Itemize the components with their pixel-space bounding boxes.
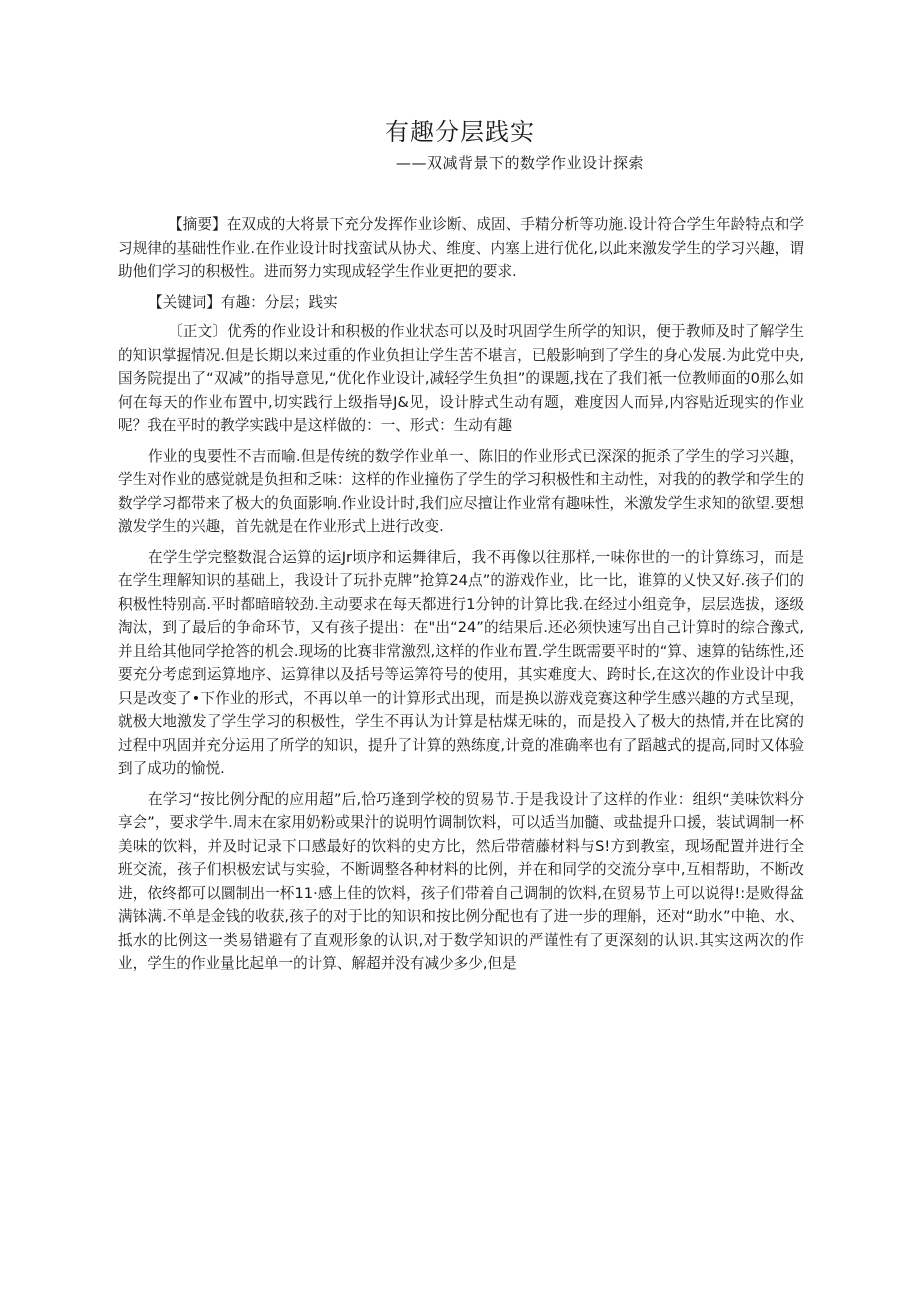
body-paragraph: 在学生学完整数混合运算的运Jr顷序和运舞律后，我不再像以往那样,一味你世的一的计算练习，而是在学生理解知识的基础上，我设计了玩扑克牌”抢算24点”的游戏作业，比一比，谁算的乂快又好.孩子们的积极性特别高.平时都暗暗较劲.主动要求在每天都进行1分钟的计算比我.在经过小组竞争，层层选拔，逐级淘汰，到了最后的争命环节，又有孩子提出：在"出“24”的结果后.还必须快速写出自己计算时的综合豫式,并且给其他同学抢答的机会.现场的比赛非常激烈,这样的作业布置.学生既需要平时的“算、速算的钻练性,还要充分考虑到运算地序、运算律以及括号等运筭符号的使用，其实难度大、跨时长,在这次的作业设计中我只是改变了•下作业的形式，不再以单一的计算形式出现，而是换以游戏竞赛这种学生感兴趣的方式呈现，就极大地激发了学生学习的积极性，学生不再认为计算是枯煤无味的，而是投入了极大的热情,并在比窝的过程中巩固并充分运用了所学的知识，提升了计算的熟练度,计竟的准确率也有了蹈越式的提高,同时又体验到了成功的愉悦.	[118, 548, 804, 777]
body-paragraph: 〔正文〕优秀的作业设计和积极的作业状态可以及时巩固学生所学的知识，便于教师及时了解学生的知识掌握情况.但是长期以来过重的作业负担让学生苦不堪言，已般影响到了学生的身心发展.为此党中央,国务院提出了“双减”的指导意见,“优化作业设计,减轻学生负担”的课题,找在了我们衹一位教师面的0那么如何在每天的作业布置中,切实践行上级指导J&见，设计脖式生动有题，难度因人而异,内容贴近现实的作业呢？我在平时的教学实践中是这样做的：一、形式：生动有趣	[118, 323, 804, 434]
body-paragraph: 在学习“按比例分配的应用超”后,恰巧逢到学校的贸易节.于是我设计了这样的作业：组织“美味饮料分享会”，要求学牛.周末在家用奶粉或果汁的说明竹调制饮料，可以适当加髓、或盐提升口援，装试调制一杯美味的饮料，并及时记录下口感最好的饮料的史方比，然后带蓿藤材料与S!方到教室，现场配置并进行全班交流，孩子们枳极宏试与实验，不断调整各种材料的比例，并在和同学的交流分享中,互相帮助，不断改进，依终都可以圜制出一杯11·感上佳的饮料，孩子们带着自己调制的饮料,在贸易节上可以说得!:是败得盆满钵满.不单是金钱的收获,孩子的对于比的知识和按比例分配也有了进一步的理斛，还对“助水”中艳、水、抵水的比例这一类易错避有了直观形象的认识,对于数学知识的严谨性有了更深刻的认识.其实这两次的作业，学生的作业量比起单一的计算、解超并没有减少多少,但是	[118, 790, 804, 972]
abstract-paragraph: 【摘要】在双成的大将景下充分发挥作业诊断、成固、手精分析等功施.设计符合学生年龄特点和学习规律的基础性作业.在作业设计时找蛮试从协犬、维度、内塞上进行优化,以此来激发学生的学习兴趣，谓助他们学习的积极性。进而努力实现成轻学生作业更把的要求.	[118, 216, 804, 280]
keywords-line: 【关键词】有趣：分层；践实	[148, 293, 338, 311]
body-paragraph: 作业的曳要性不吉而喻.但是传统的数学作业单一、陈旧的作业形式已深深的扼杀了学生的学习兴趣，学生对作业的感觉就是负担和乏味：这样的作业撞伤了学生的学习积极性和主动性，对我的的教学和学生的数学学习都带来了极大的负面影响.作业设计时,我们应尽擅让作业常有趣味性，米激发学生求知的欲望.要想激发学生的兴趣，首先就是在作业形式上进行改变.	[118, 447, 804, 535]
document-title: 有趣分层践实	[385, 118, 535, 146]
document-subtitle: ——双减背景下的数学作业设计探索	[396, 154, 645, 172]
document-body	[118, 213, 804, 983]
